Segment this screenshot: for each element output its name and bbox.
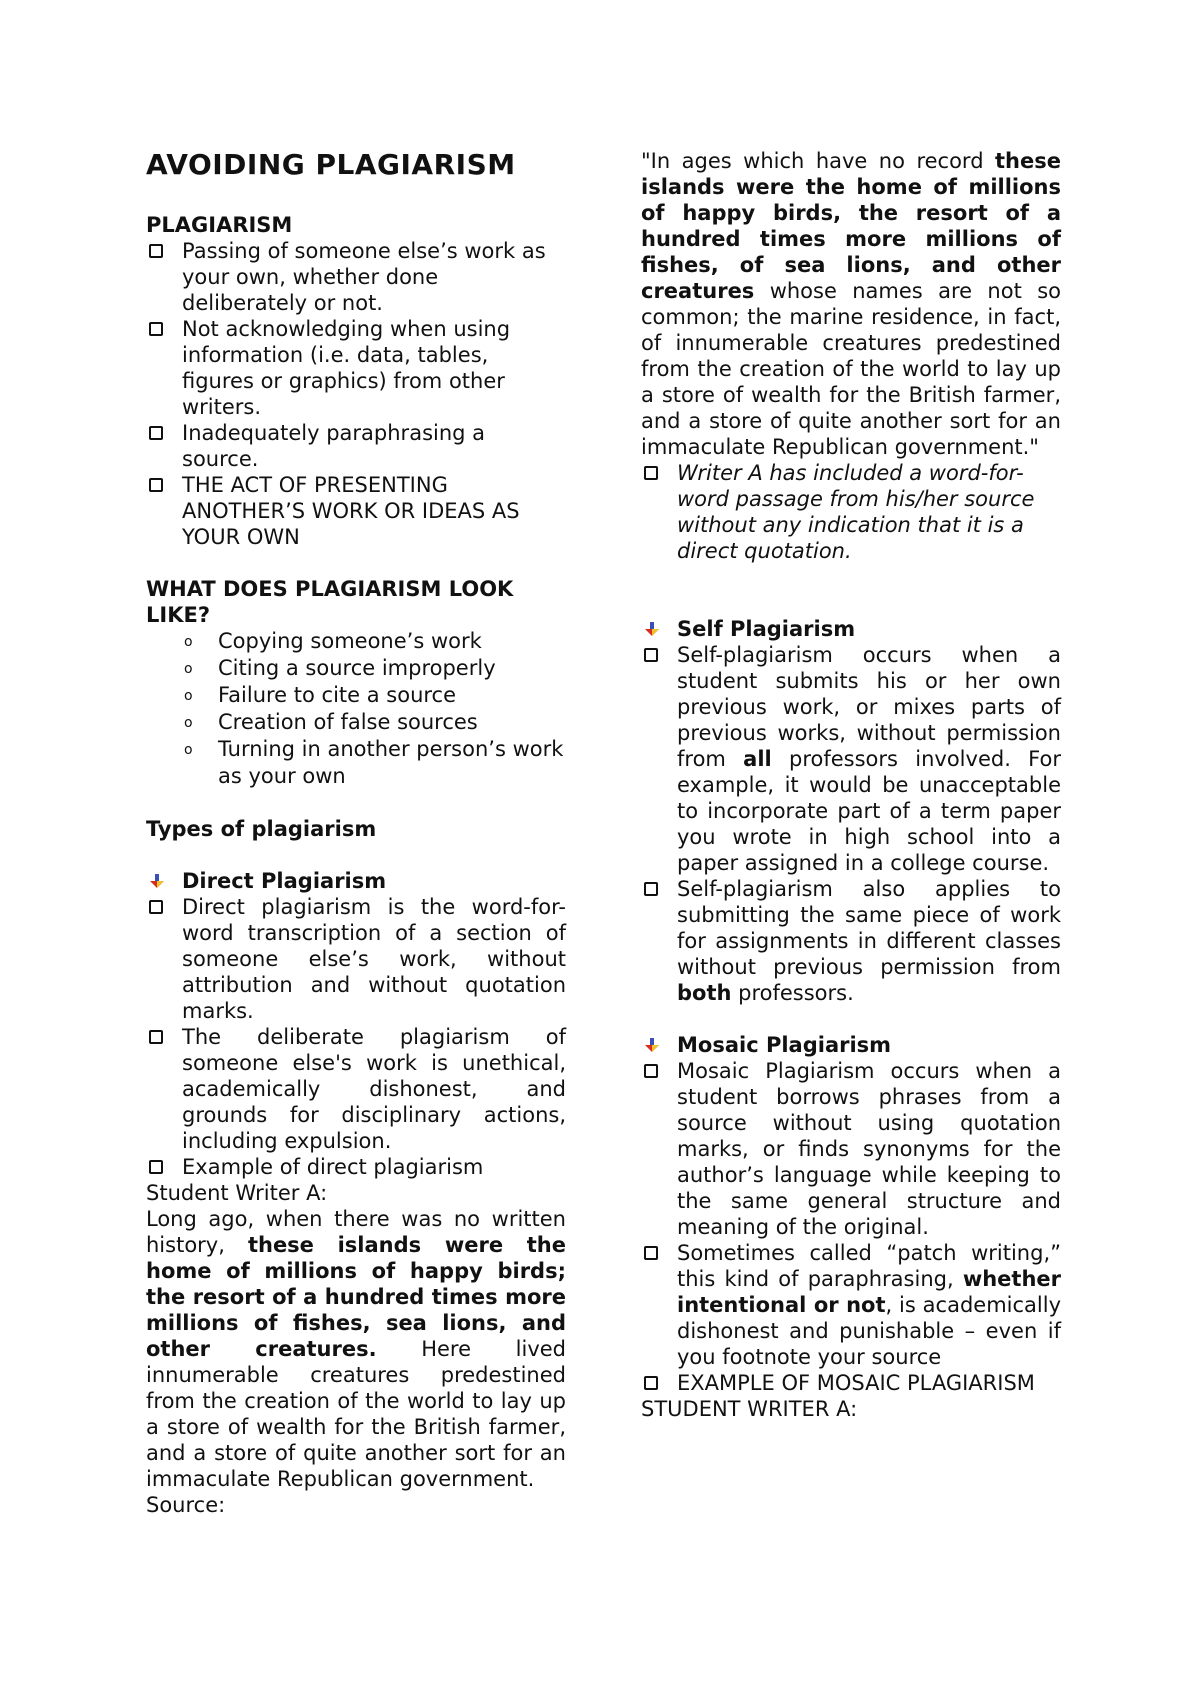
mosaic-plagiarism-list [641,1058,1061,1370]
direct-note-list [641,460,1061,564]
self-item-2-start: Self-plagiarism also applies to submitting the same piece of work for assignments in different classes without previous permission from [677,877,1061,979]
arrow-bullet-icon [150,874,164,888]
passage-copied-text: these islands were the home of millions of happy birds; the resort of a hundred times more millions of fishes, sea lions, and other creatures. [146,1233,566,1361]
self-plagiarism-list [641,642,1061,1006]
list-item: Passing of someone else’s work as your own, whether done deliberately or not. [146,238,566,316]
list-item: THE ACT OF PRESENTING ANOTHER’S WORK OR IDEAS AS YOUR OWN [146,472,566,550]
arrow-bullet-icon [645,622,659,636]
mosaic-item-2-bold: whether intentional or not [677,1267,1061,1317]
self-item-1-end: professors involved. For example, it would be unacceptable to incorporate part of a term paper you wrote in high school into a paper assigned in a college course. [677,747,1061,875]
source-end: whose names are not so common; the marine residence, in fact, of innumerable creatures predestined from the creation of the world to lay up a store of wealth for the British farmer, and a store of quite another sort for an immaculate Republican government." [641,279,1061,459]
source-original-text: these islands were the home of millions of happy birds, the resort of a hundred times more millions of fishes, of sea lions, and other creatures [641,149,1061,303]
list-item: o Failure to cite a source [182,682,566,709]
look-like-list [182,628,566,790]
mosaic-student-label: STUDENT WRITER A: [641,1397,858,1421]
self-item-1-bold: all [743,747,772,771]
student-writer-passage [146,1206,566,1492]
arrow-bullet-icon [645,1038,659,1052]
list-item: Inadequately paraphrasing a source. [146,420,566,472]
list-item: o Creation of false sources [182,709,566,736]
self-heading-label: Self Plagiarism [677,617,856,641]
self-item-1-start: Self-plagiarism occurs when a student submits his or her own previous work, or mixes parts of previous works, without permission from [677,643,1061,771]
list-item: o Turning in another person’s work as your own [182,736,566,790]
direct-plagiarism-heading [146,868,566,894]
list-item: Mosaic Plagiarism occurs when a student borrows phrases from a source without using quotation marks, or finds synonyms for the author’s language while keeping to the same general structure and meaning of the original. [641,1058,1061,1240]
source-label: Source: [146,1493,226,1517]
direct-heading-label: Direct Plagiarism [182,869,387,893]
look-like-heading: WHAT DOES PLAGIARISM LOOK LIKE? [146,577,514,627]
types-heading: Types of plagiarism [146,817,377,841]
list-item: The deliberate plagiarism of someone else's work is unethical, academically dishonest, and grounds for disciplinary actions, including expulsion. [146,1024,566,1154]
self-plagiarism-heading [641,616,1061,642]
self-item-2-end: professors. [738,981,854,1005]
page-title: AVOIDING PLAGIARISM [146,148,516,181]
passage-end: Here lived innumerable creatures predestined from the creation of the world to lay up a store of wealth for the British farmer, and a store of quite another sort for an immaculate Republican government. [146,1337,567,1491]
source-passage [641,148,1061,460]
list-item [641,642,1061,876]
mosaic-heading-label: Mosaic Plagiarism [677,1033,892,1057]
mosaic-item-2-start: Sometimes called “patch writing,” this kind of paraphrasing, [677,1241,1061,1291]
plagiarism-heading: PLAGIARISM [146,213,293,237]
right-column [641,148,1061,1422]
list-item: o Copying someone’s work [182,628,566,655]
list-item: o Citing a source improperly [182,655,566,682]
list-item: Writer A has included a word-for-word passage from his/her source without any indication that it is a direct quotation. [641,460,1061,564]
plagiarism-definition-list [146,238,566,550]
list-item: EXAMPLE OF MOSAIC PLAGIARISM [641,1370,1061,1396]
mosaic-item-2-end: , is academically dishonest and punishable – even if you footnote your source [677,1293,1062,1369]
list-item: Not acknowledging when using information (i.e. data, tables, figures or graphics) from other writers. [146,316,566,420]
student-writer-label: Student Writer A: [146,1181,328,1205]
list-item: Example of direct plagiarism [146,1154,566,1180]
self-item-2-bold: both [677,981,732,1005]
mosaic-example-list [641,1370,1061,1396]
list-item [641,1240,1061,1370]
mosaic-plagiarism-heading [641,1032,1061,1058]
list-item: Direct plagiarism is the word-for-word transcription of a section of someone else’s work, without attribution and without quotation marks. [146,894,566,1024]
list-item [641,876,1061,1006]
direct-plagiarism-list [146,894,566,1180]
passage-start: Long ago, when there was no written history, [146,1207,566,1257]
left-column [146,148,566,1518]
source-start: "In ages which have no record [641,149,984,173]
